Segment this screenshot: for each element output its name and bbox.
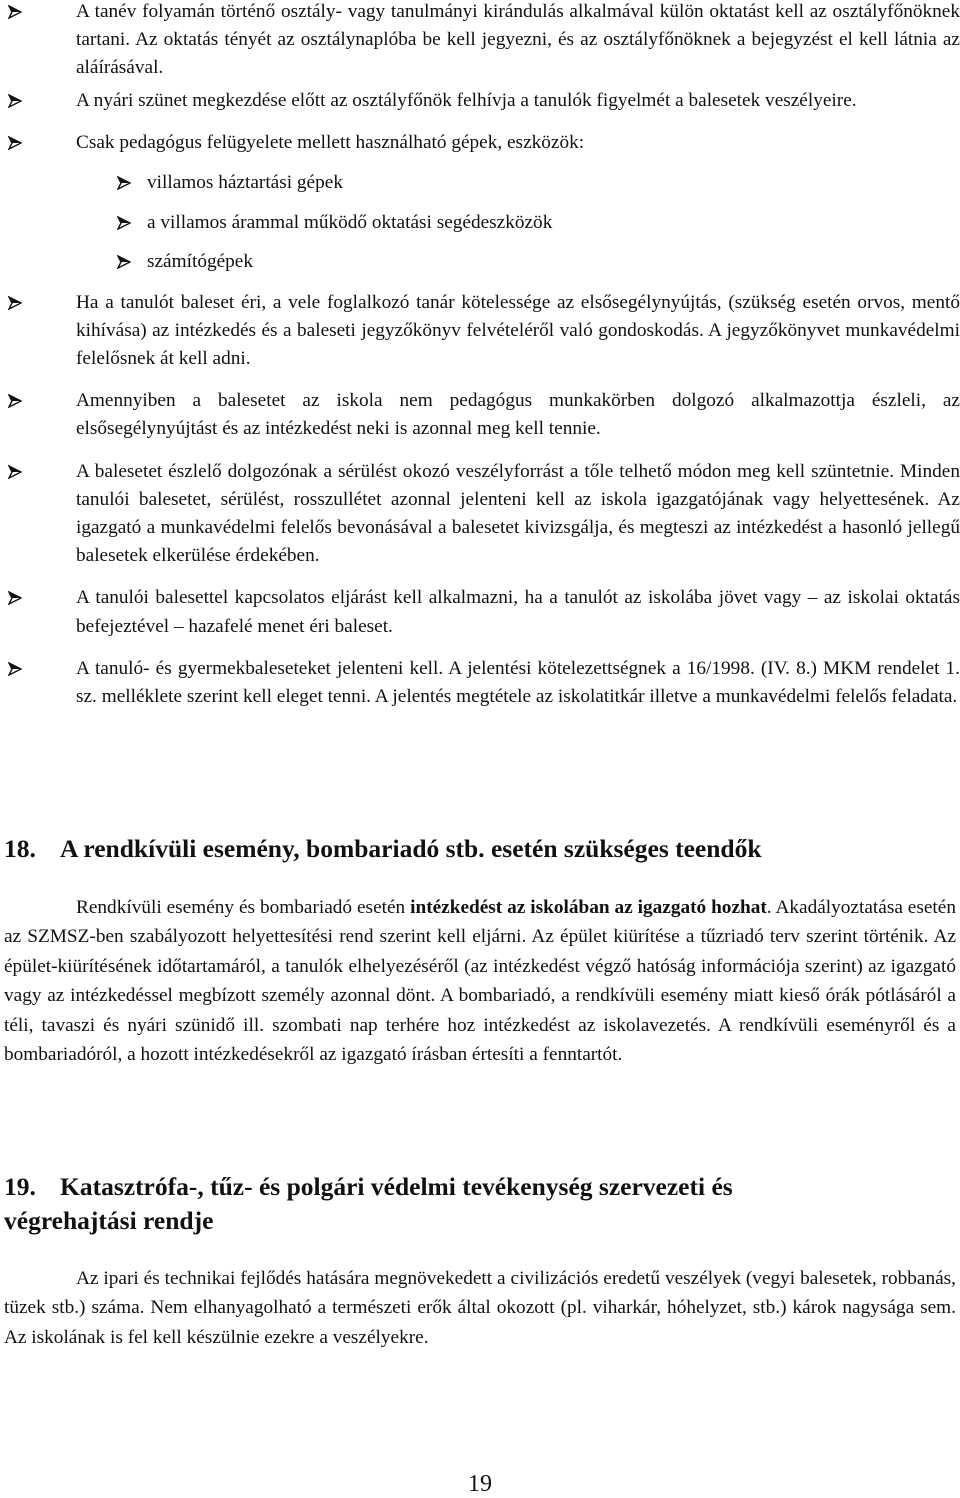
arrowhead-bullet-icon bbox=[8, 5, 22, 19]
bullet-item bbox=[0, 87, 960, 115]
section-19-heading bbox=[4, 1170, 864, 1238]
bullet-item bbox=[0, 0, 960, 83]
sub-bullet-item bbox=[0, 248, 960, 276]
bullet-text: A tanuló- és gyermekbaleseteket jelenteni kell. A jelentési kötelezettségnek a 16/1998. (IV. 8.) MKM rendelet 1. sz. melléklete szerint kell eleget tenni. A jelentés megtétele az iskolatitkár illetve a munkavédelmi felelős feladata. bbox=[76, 657, 960, 708]
bullet-item bbox=[0, 655, 960, 711]
section-19-paragraph bbox=[4, 1264, 956, 1352]
arrowhead-bullet-icon bbox=[8, 465, 22, 479]
sub-bullet-item bbox=[0, 169, 960, 197]
bullet-text: A nyári szünet megkezdése előtt az osztályfőnök felhívja a tanulók figyelmét a balesetek veszélyeire. bbox=[76, 89, 857, 111]
section-number: 19. bbox=[4, 1172, 36, 1201]
arrowhead-bullet-icon bbox=[8, 591, 22, 605]
paragraph-text: . Akadályoztatása esetén az SZMSZ-ben szabályozott helyettesítési rend szerint kell eljárni. Az épület kiürítése a tűzriadó terv szerint történik. Az épület-kiürítésének időtartamáról, a tanulók elhelyezéséről (az intézkedést végző hatóság információja szerint) az igazgató vagy az intézkedéssel megbízott személy azonnal dönt. A bombariadó, a rendkívüli esemény miatt kieső órák pótlásáról a téli, tavaszi és nyári szünidő ill. szombati nap terhére hoz intézkedést az iskolavezetés. A rendkívüli eseményről és a bombariadóról, a hozott intézkedésekről az igazgató írásban értesíti a fenntartót. bbox=[4, 897, 956, 1066]
sub-bullet-text: villamos háztartási gépek bbox=[147, 172, 343, 194]
section-title: A rendkívüli esemény, bombariadó stb. esetén szükséges teendők bbox=[60, 834, 762, 863]
arrowhead-bullet-icon bbox=[8, 136, 22, 150]
bullet-text: A balesetet észlelő dolgozónak a sérülést okozó veszélyforrást a tőle telhető módon meg kell szüntetnie. Minden tanulói balesetet, sérülést, rosszullétet azonnal jelenteni kell az iskola igazgatójának vagy helyettesének. Az igazgató a munkavédelmi felelős bevonásával a balesetet kivizsgálja, és megteszi az intézkedést a hasonló jellegű balesetek elkerülése érdekében. bbox=[76, 460, 960, 567]
section-title: Katasztrófa-, tűz- és polgári védelmi tevékenység szervezeti és végrehajtási rendje bbox=[4, 1172, 733, 1235]
paragraph-text: Az ipari és technikai fejlődés hatására megnövekedett a civilizációs eredetű veszélyek (vegyi balesetek, robbanás, tüzek stb.) száma. Nem elhanyagolható a természeti erők által okozott (pl. viharkár, hóhelyzet, stb.) károk nagysága sem. Az iskolának is fel kell készülnie ezekre a veszélyekre. bbox=[4, 1268, 956, 1348]
paragraph-bold-text: intézkedést az iskolában az igazgató hozhat bbox=[410, 897, 767, 918]
bullet-item bbox=[0, 387, 960, 443]
bullet-text: Amennyiben a balesetet az iskola nem pedagógus munkakörben dolgozó alkalmazottja észleli, az elsősegélynyújtást és az intézkedést neki is azonnal meg kell tennie. bbox=[76, 390, 960, 440]
section-18-paragraph bbox=[4, 893, 956, 1069]
arrowhead-bullet-icon bbox=[8, 662, 22, 676]
bullet-text: A tanév folyamán történő osztály- vagy tanulmányi kirándulás alkalmával külön oktatást kell az osztályfőnöknek tartani. Az oktatás tényét az osztálynaplóba be kell jegyezni, és az osztályfőnöknek a bejegyzést el kell látnia az aláírásával. bbox=[76, 1, 960, 79]
bullet-item bbox=[0, 289, 960, 374]
arrowhead-bullet-icon bbox=[117, 176, 131, 190]
bullet-item bbox=[0, 458, 960, 571]
arrowhead-bullet-icon bbox=[117, 216, 131, 230]
paragraph-text: Rendkívüli esemény és bombariadó esetén bbox=[76, 897, 411, 918]
arrowhead-bullet-icon bbox=[8, 394, 22, 408]
bullet-item bbox=[0, 129, 960, 157]
arrowhead-bullet-icon bbox=[8, 94, 22, 108]
arrowhead-bullet-icon bbox=[117, 255, 131, 269]
sub-bullet-text: a villamos árammal működő oktatási segédeszközök bbox=[147, 212, 553, 234]
arrowhead-bullet-icon bbox=[8, 296, 22, 310]
bullet-text: Ha a tanulót baleset éri, a vele foglalkozó tanár kötelessége az elsősegélynyújtás, (szükség esetén orvos, mentő kihívása) az intézkedés és a baleseti jegyzőkönyv felvételéről való gondoskodás. A jegyzőkönyvet munkavédelmi felelősnek át kell adni. bbox=[76, 291, 960, 370]
section-number: 18. bbox=[4, 834, 36, 863]
bullet-item bbox=[0, 584, 960, 640]
sub-bullet-text: számítógépek bbox=[147, 251, 254, 273]
bullet-text: Csak pedagógus felügyelete mellett használható gépek, eszközök: bbox=[76, 131, 585, 153]
bullet-text: A tanulói balesettel kapcsolatos eljárást kell alkalmazni, ha a tanulót az iskolába jövet vagy – az iskolai oktatás befejeztével – hazafelé menet éri baleset. bbox=[76, 587, 960, 637]
sub-bullet-item bbox=[0, 209, 960, 237]
bullet-list-top bbox=[0, 0, 960, 711]
page-number: 19 bbox=[468, 1471, 492, 1497]
section-18-heading bbox=[4, 832, 954, 866]
